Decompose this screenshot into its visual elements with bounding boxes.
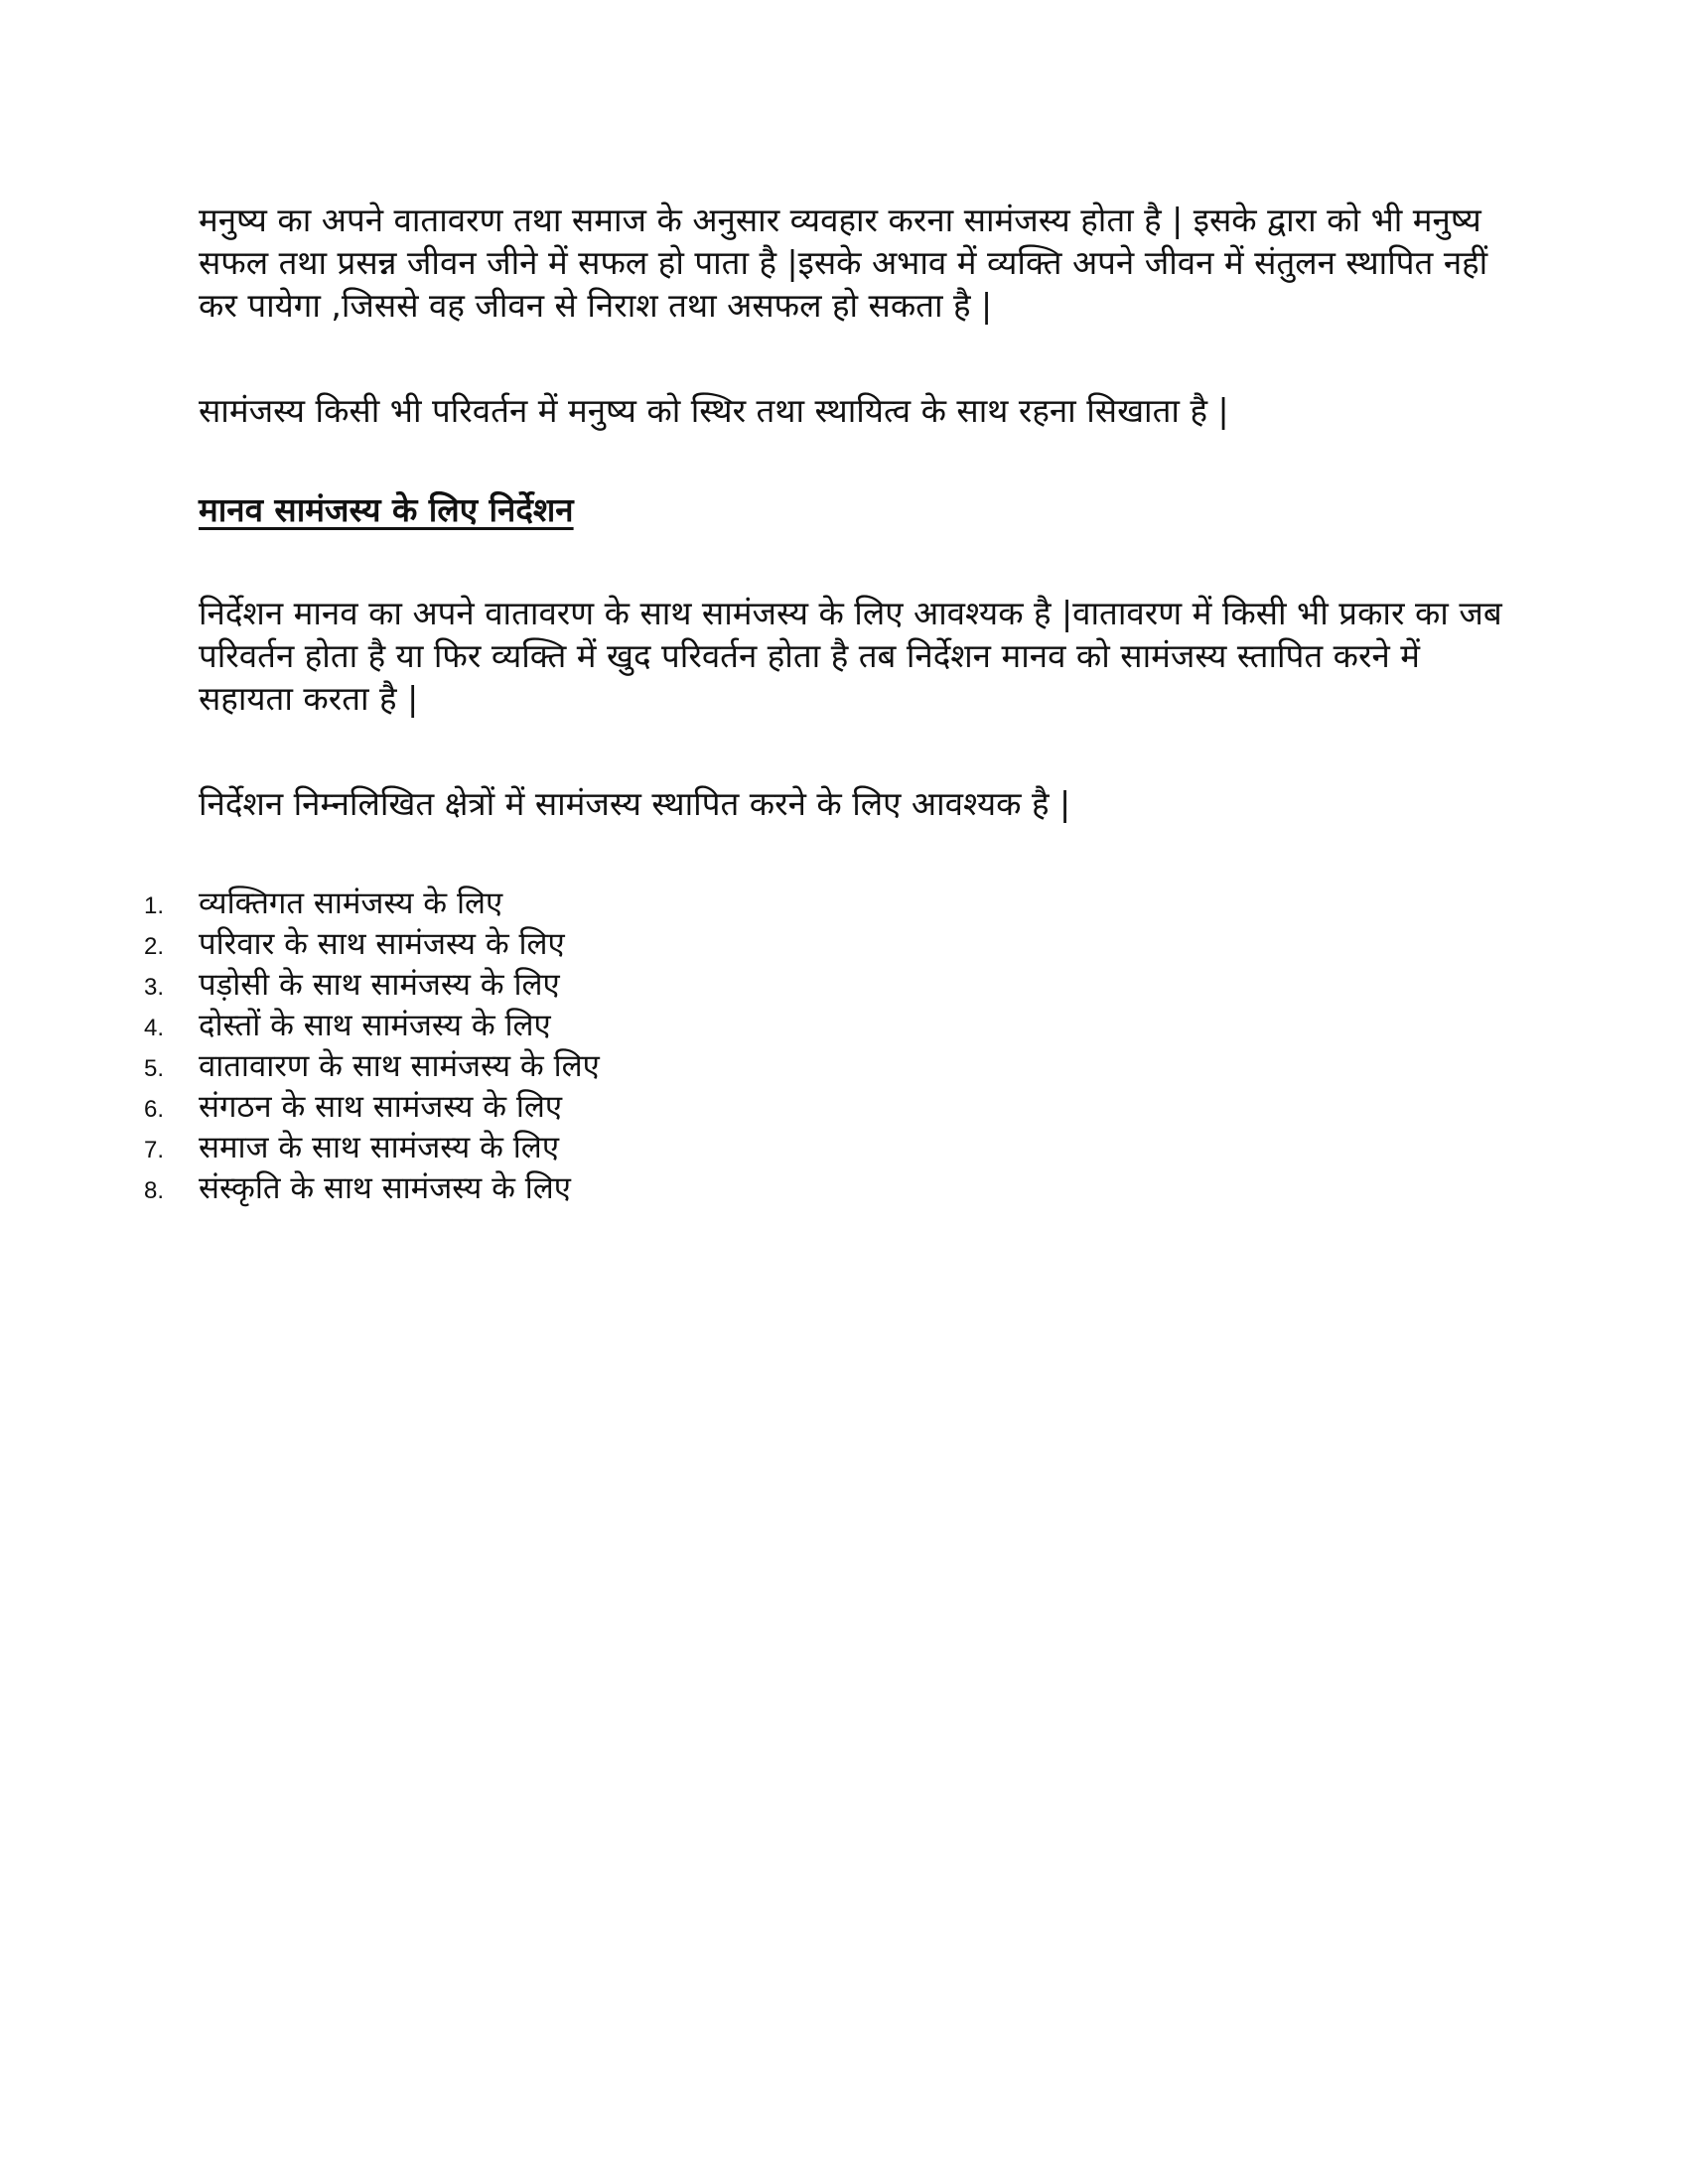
list-item-text: दोस्तों के साथ सामंजस्य के लिए xyxy=(199,1008,551,1043)
list-item xyxy=(144,1006,938,1046)
list-item-number: 8. xyxy=(144,1177,165,1204)
stability-paragraph: सामंजस्य किसी भी परिवर्तन में मनुष्य को स्थिर तथा स्थायित्व के साथ रहना सिखाता है | xyxy=(199,391,1229,430)
list-item-number: 5. xyxy=(144,1055,165,1082)
list-item-text: समाज के साथ सामंजस्य के लिए xyxy=(199,1130,559,1165)
list-item-number: 1. xyxy=(144,892,165,919)
guidance-paragraph: निर्देशन मानव का अपने वातावरण के साथ सामंजस्य के लिए आवश्यक है |वातावरण में किसी भी प्रकार का जब परिवर्तन होता है या फिर व्यक्ति में खुद परिवर्तन होता है तब निर्देशन मानव को सामंजस्य स्तापित करने में सहायता करता है | xyxy=(199,594,1502,718)
list-item-number: 3. xyxy=(144,974,165,1001)
list-item xyxy=(144,1087,938,1128)
list-item-text: संगठन के साथ सामंजस्य के लिए xyxy=(199,1089,563,1125)
list-item-number: 2. xyxy=(144,933,165,960)
list-item xyxy=(144,1046,938,1087)
list-item-text: संस्कृति के साथ सामंजस्य के लिए xyxy=(199,1170,571,1206)
list-item xyxy=(144,965,938,1006)
list-item-number: 6. xyxy=(144,1096,165,1123)
list-item-text: परिवार के साथ सामंजस्य के लिए xyxy=(199,926,565,962)
intro-paragraph: मनुष्य का अपने वातावरण तथा समाज के अनुसार व्यवहार करना सामंजस्य होता है | इसके द्वारा को भी मनुष्य सफल तथा प्रसन्न जीवन जीने में सफल हो पाता है |इसके अभाव में व्यक्ति अपने जीवन में संतुलन स्थापित नहीं कर पायेगा ,जिससे वह जीवन से निराश तथा असफल हो सकता है | xyxy=(199,201,1488,325)
areas-intro-paragraph: निर्देशन निम्नलिखित क्षेत्रों में सामंजस्य स्थापित करने के लिए आवश्यक है | xyxy=(199,784,1071,823)
list-item-number: 4. xyxy=(144,1015,165,1041)
list-item-text: व्यक्तिगत सामंजस्य के लिए xyxy=(199,886,503,921)
list-item xyxy=(144,1128,938,1168)
section-heading: मानव सामंजस्य के लिए निर्देशन xyxy=(199,490,574,529)
list-item-text: वातावारण के साथ सामंजस्य के लिए xyxy=(199,1048,600,1084)
list-item-number: 7. xyxy=(144,1137,165,1163)
list-item xyxy=(144,884,938,924)
adjustment-areas-list xyxy=(144,884,938,1209)
list-item xyxy=(144,1168,938,1209)
list-item xyxy=(144,924,938,965)
list-item-text: पड़ोसी के साथ सामंजस्य के लिए xyxy=(199,967,560,1003)
